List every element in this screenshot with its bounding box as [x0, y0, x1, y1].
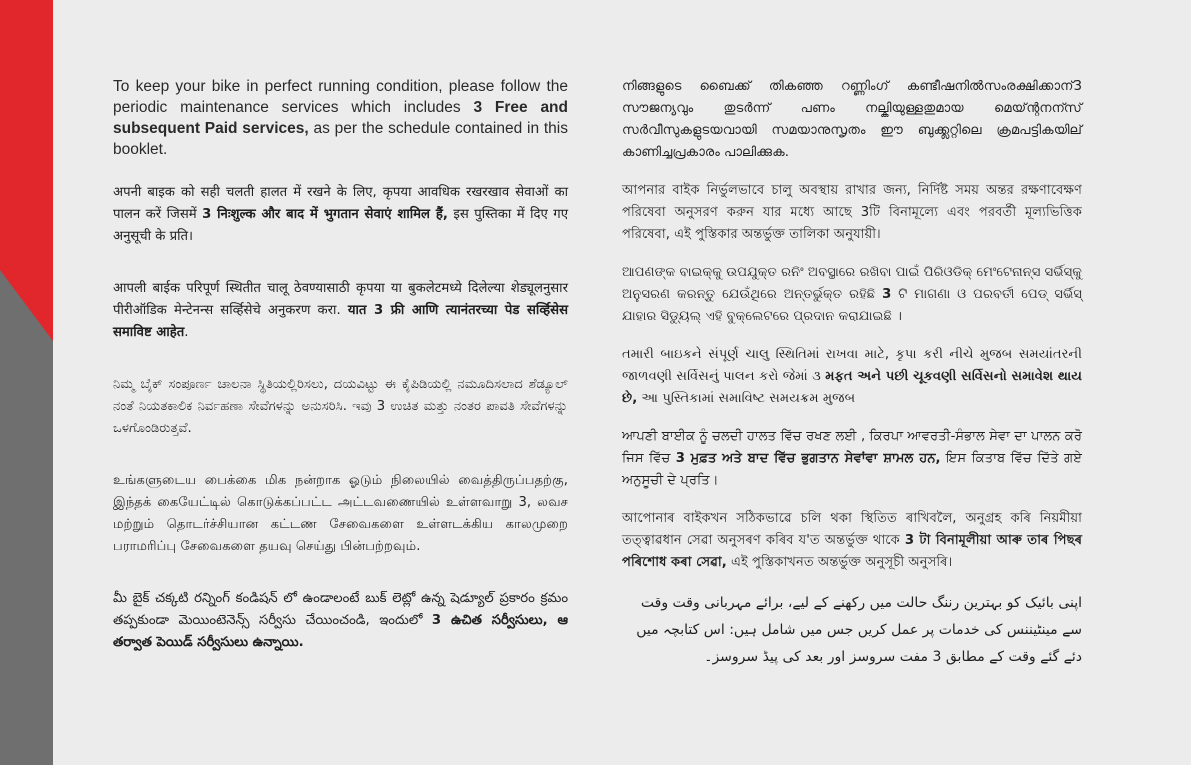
bengali-paragraph: আপনার বাইক নির্ভুলভাবে চালু অবস্থায় রাখার জন্য, নির্দিষ্ট সময় অন্তর রক্ষণাবেক্ষণ পরিষেবা অনুসরণ করুন যার মধ্যে আছে 3টি বিনামূল্যে এবং পরবর্তী মূল্যভিত্তিক পরিষেবা, এই পুস্তিকার অন্তর্ভুক্ত তালিকা অনুযায়ী।	[622, 183, 1082, 242]
urdu-paragraph: اپنی بائیک کو بہترین رننگ حالت میں رکھنے کے لیے، برائے مہربانی وقت وقت سے مینٹیننس کی خدمات پر عمل کریں جس میں شامل ہیں: اس کتابچہ میں دئے گئے وقت کے مطابق 3 مفت سروسز اور بعد کی پیڈ سروسز۔	[636, 595, 1082, 665]
assamese-paragraph: আপোনাৰ বাইকখন সঠিকভাৱে চলি থকা স্থিতিত ৰাখিবলৈ, অনুগ্ৰহ কৰি নিয়মীয়া তত্ত্বাৱধান সেৱা অনুসৰণ কৰিব য'ত অন্তৰ্ভুক্ত থাকে 3 টা বিনামূলীয়া আৰু তাৰ পিছৰ পৰিশোধ কৰা সেৱা, এই পুস্তিকাখনত অন্তৰ্ভুক্ত অনুসূচী অনুসৰি।	[622, 511, 1082, 570]
right-column	[622, 76, 1082, 687]
kannada-paragraph: ನಿಮ್ಮ ಬೈಕ್ ಸಂಪೂರ್ಣ ಚಾಲನಾ ಸ್ಥಿತಿಯಲ್ಲಿರಿಸಲು, ದಯವಿಟ್ಟು ಈ ಕೈಪಿಡಿಯಲ್ಲಿ ನಮೂದಿಸಲಾದ ಶೆಡ್ಯೂಲ್ ನಂತೆ ನಿಯತಕಾಲಿಕ ನಿರ್ವಹಣಾ ಸೇವೆಗಳನ್ನು ಅನುಸರಿಸಿ. ಇವು 3 ಉಚಿತ ಮತ್ತು ನಂತರ ಪಾವತಿ ಸೇವೆಗಳನ್ನು ಒಳಗೊಂಡಿರುತ್ತವೆ.	[113, 377, 568, 436]
english-paragraph: To keep your bike in perfect running condition, please follow the periodic maintenance services which includes 3 Free and subsequent Paid services, as per the schedule contained in this booklet.	[113, 78, 568, 158]
gujarati-paragraph: તમારી બાઇકને સંપૂર્ણ ચાલુ સ્થિતિમાં રાખવા માટે, કૃપા કરી નીચે મુજબ સમયાંતરની જાળવણી સર્વિસનું પાલન કરો જેમાં ૩ મફત અને પછી ચૂકવણી સર્વિસનો સમાવેશ થાય છે, આ પુસ્તિકામાં સમાવિષ્ટ સમયક્રમ મુજબ	[622, 347, 1083, 406]
malayalam-paragraph: നിങ്ങളുടെ ബൈക്ക് തികഞ്ഞ റണ്ണിംഗ് കണ്ടീഷനിൽസംരക്ഷിക്കാന്3 സൗജന്യവും തുടർന്ന് പണം നല്കിയുള്ളതുമായ മെയ്ന്റനന്സ് സർവീസുകളുടയവായി സമയാനുസൃതം ഈ ബുക്ക്ലറ്റിലെ ക്രമപട്ടികയില് കാണിച്ചപ്രകാരം പാലിക്കുക.	[622, 79, 1082, 160]
odia-paragraph: ଆପଣଙ୍କ ବାଇକ୍କୁ ଉପଯୁକ୍ତ ରନିଂ ଅବସ୍ଥାରେ ରଖିବା ପାଇଁ ପିରିଓଡିକ୍ ମେଂଟେନାନ୍ସ ସର୍ଭିସ୍କୁ ଅନୁସରଣ କରନ୍ତୁ ଯେଉଁଥିରେ ଅନ୍ତର୍ଭୁକ୍ତ ରହିଛି 3 ଟି ମାଗଣା ଓ ପରବର୍ତୀ ପେଡ୍ ସର୍ଭିସ୍ ଯାହାର ସିଡ୍ୟୁଲ୍ ଏହି ବୁକ୍ଲେଟରେ ପ୍ରଦାନ କରାଯାଇଛି ।	[622, 265, 1082, 324]
punjabi-paragraph: ਆਪਣੀ ਬਾਈਕ ਨੂੰ ਚਲਦੀ ਹਾਲਤ ਵਿੱਚ ਰਖਣ ਲਈ , ਕਿਰਪਾ ਆਵਰਤੀ-ਸੰਭਾਲ ਸੇਵਾ ਦਾ ਪਾਲਨ ਕਰੋ ਜਿਸ ਵਿੱਚ 3 ਮੁਫ਼ਤ ਅਤੇ ਬਾਦ ਵਿੱਚ ਭੁਗਤਾਨ ਸੇਵਾਂਵਾ ਸ਼ਾਮਲ ਹਨ, ਇਸ ਕਿਤਾਬ ਵਿੱਚ ਦਿੱਤੇ ਗਏ ਅਨੁਸੂਚੀ ਦੇ ਪ੍ਰਤਿ।	[622, 429, 1082, 488]
hindi-paragraph: अपनी बाइक को सही चलती हालत में रखने के लिए, कृपया आवधिक रखरखाव सेवाओं का पालन करें जिसमें 3 निःशुल्क और बाद में भुगतान सेवाएं शामिल हैं, इस पुस्तिका में दिए गए अनुसूची के प्रति।	[113, 185, 569, 244]
telugu-paragraph: మీ బైక్ చక్కటి రన్నింగ్ కండిషన్ లో ఉండాలంటే బుక్ లెట్లో ఉన్న షెడ్యూల్ ప్రకారం క్రమం తప్పకుండా మెయింటెనెన్స్ సర్వీసు చేయించండి, ఇందులో 3 ఉచిత సర్వీసులు, ఆ తర్వాత పెయిడ్ సర్వీసులు ఉన్నాయి.	[113, 591, 569, 650]
left-column	[113, 76, 568, 676]
tamil-paragraph: உங்களுடைய பைக்கை மிக நன்றாக ஓடும் நிலையில் வைத்திருப்பதற்கு, இந்தக் கையேட்டில் கொடுக்கப்பட்ட அட்டவணையில் உள்ளவாறு 3, லவச மற்றும் தொடர்ச்சியான கட்டண சேவைகளை உள்ளடக்கிய காலமுறை பராமரிப்பு சேவைகளை தயவு செய்து பின்பற்றவும்.	[113, 473, 568, 554]
marathi-paragraph: आपली बाईक परिपूर्ण स्थितीत चालू ठेवण्यासाठी कृपया या बुकलेटमध्ये दिलेल्या शेड्यूलनुसार पीरीऑडिक मेन्टेनन्स सर्व्हिसेचे अनुकरण करा. यात 3 फ्री आणि त्यानंतरच्या पेड सर्व्हिसेस समाविष्ट आहेत.	[113, 281, 568, 340]
